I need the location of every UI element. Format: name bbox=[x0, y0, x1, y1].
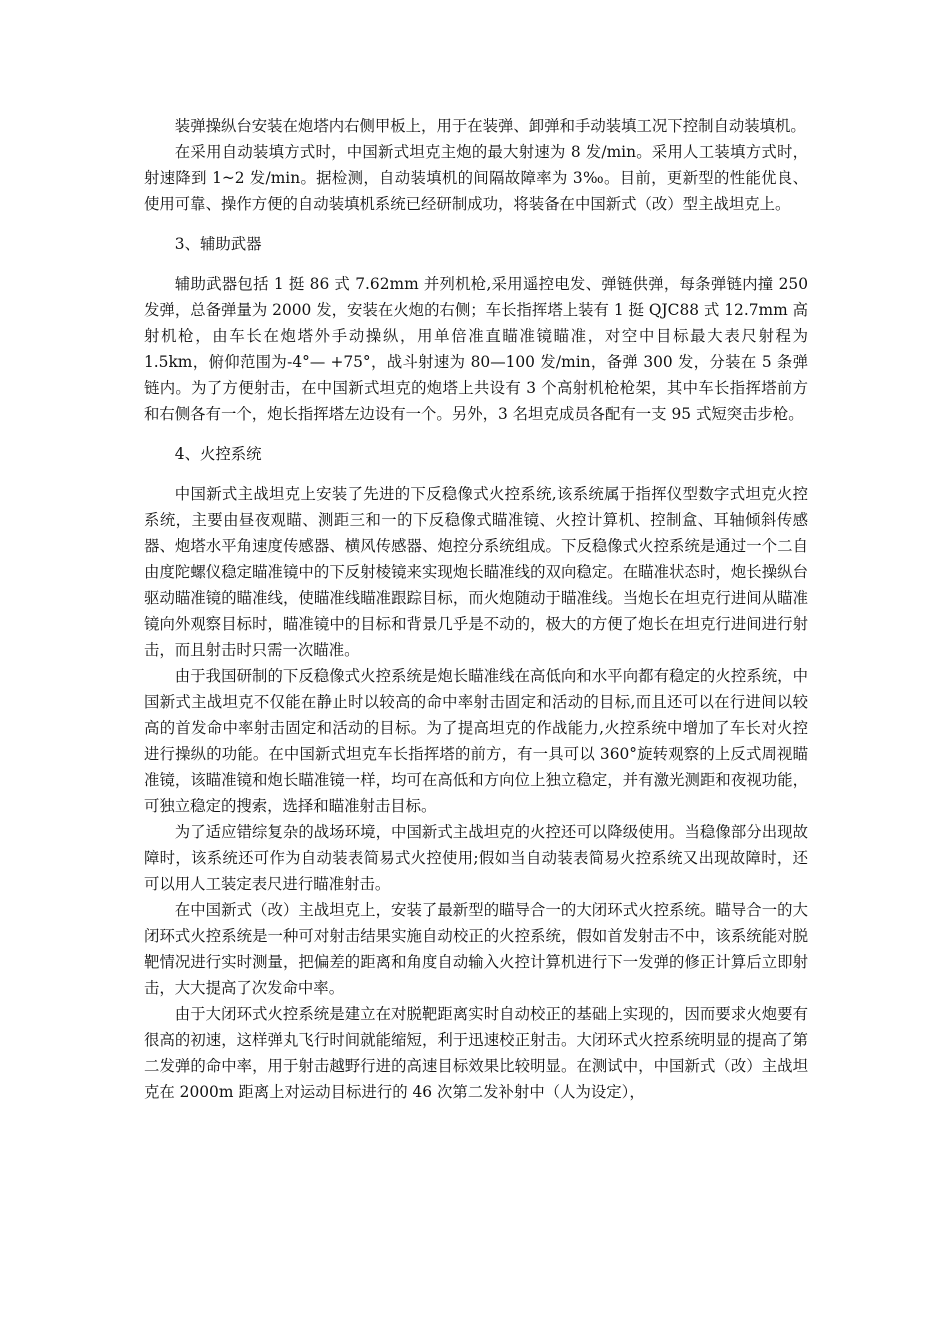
paragraph: 在采用自动装填方式时，中国新式坦克主炮的最大射速为 8 发/min。采用人工装填方式时，射速降到 1~2 发/min。据检测，自动装填机的间隔故障率为 3‰。目前，更新型的性能优良、使用可靠、操作方便的自动装填机系统已经研制成功，将装备在中国新式（改）型主战坦克上。 bbox=[144, 143, 808, 213]
paragraph: 中国新式主战坦克上安装了先进的下反稳像式火控系统,该系统属于指挥仪型数字式坦克火控系统，主要由昼夜观瞄、测距三和一的下反稳像式瞄准镜、火控计算机、控制盒、耳轴倾斜传感器、炮塔水平角速度传感器、横风传感器、炮控分系统组成。下反稳像式火控系统是通过一个二自由度陀螺仪稳定瞄准镜中的下反射棱镜来实现炮长瞄准线的双向稳定。在瞄准状态时，炮长操纵台驱动瞄准镜的瞄准线，使瞄准线瞄准跟踪目标，而火炮随动于瞄准线。当炮长在坦克行进间从瞄准镜向外观察目标时，瞄准镜中的目标和背景几乎是不动的，极大的方便了炮长在坦克行进间进行射击，而且射击时只需一次瞄准。 bbox=[144, 485, 808, 659]
paragraph: 为了适应错综复杂的战场环境，中国新式主战坦克的火控还可以降级使用。当稳像部分出现故障时，该系统还可作为自动装表简易式火控使用;假如当自动装表简易火控系统又出现故障时，还可以用人工装定表尺进行瞄准射击。 bbox=[144, 823, 808, 893]
section-heading: 3、辅助武器 bbox=[174, 235, 262, 253]
document-page bbox=[144, 113, 808, 1105]
paragraph: 辅助武器包括 1 挺 86 式 7.62mm 并列机枪,采用遥控电发、弹链供弹，每条弹链内撞 250 发弹，总备弹量为 2000 发，安装在火炮的右侧；车长指挥塔上装有 1 挺 QJC88 式 12.7mm 高射机枪，由车长在炮塔外手动操纵，用单倍准直瞄准镜瞄准，对空中目标最大表尺射程为 1.5km，俯仰范围为-4°— +75°，战斗射速为 80—100 发/min，备弹 300 发，分装在 5 条弹链内。为了方便射击，在中国新式坦克的炮塔上共设有 3 个高射机枪枪架，其中车长指挥塔前方和右侧各有一个，炮长指挥塔左边设有一个。另外，3 名坦克成员各配有一支 95 式短突击步枪。 bbox=[144, 275, 808, 423]
section-heading: 4、火控系统 bbox=[174, 445, 262, 463]
paragraph: 由于大闭环式火控系统是建立在对脱靶距离实时自动校正的基础上实现的，因而要求火炮要有很高的初速，这样弹丸飞行时间就能缩短，利于迅速校正射击。大闭环式火控系统明显的提高了第二发弹的命中率，用于射击越野行进的高速目标效果比较明显。在测试中，中国新式（改）主战坦克在 2000m 距离上对运动目标进行的 46 次第二发补射中（人为设定）， bbox=[144, 1005, 808, 1101]
paragraph: 由于我国研制的下反稳像式火控系统是炮长瞄准线在高低向和水平向都有稳定的火控系统，中国新式主战坦克不仅能在静止时以较高的命中率射击固定和活动的目标,而且还可以在行进间以较高的首发命中率射击固定和活动的目标。为了提高坦克的作战能力,火控系统中增加了车长对火控进行操纵的功能。在中国新式坦克车长指挥塔的前方，有一具可以 360°旋转观察的上反式周视瞄准镜，该瞄准镜和炮长瞄准镜一样，均可在高低和方向位上独立稳定，并有激光测距和夜视功能，可独立稳定的搜索，选择和瞄准射击目标。 bbox=[144, 667, 808, 815]
paragraph: 在中国新式（改）主战坦克上，安装了最新型的瞄导合一的大闭环式火控系统。瞄导合一的大闭环式火控系统是一种可对射击结果实施自动校正的火控系统，假如首发射击不中，该系统能对脱靶情况进行实时测量，把偏差的距离和角度自动输入火控计算机进行下一发弹的修正计算后立即射击，大大提高了次发命中率。 bbox=[144, 901, 808, 997]
paragraph: 装弹操纵台安装在炮塔内右侧甲板上，用于在装弹、卸弹和手动装填工况下控制自动装填机。 bbox=[174, 117, 806, 135]
